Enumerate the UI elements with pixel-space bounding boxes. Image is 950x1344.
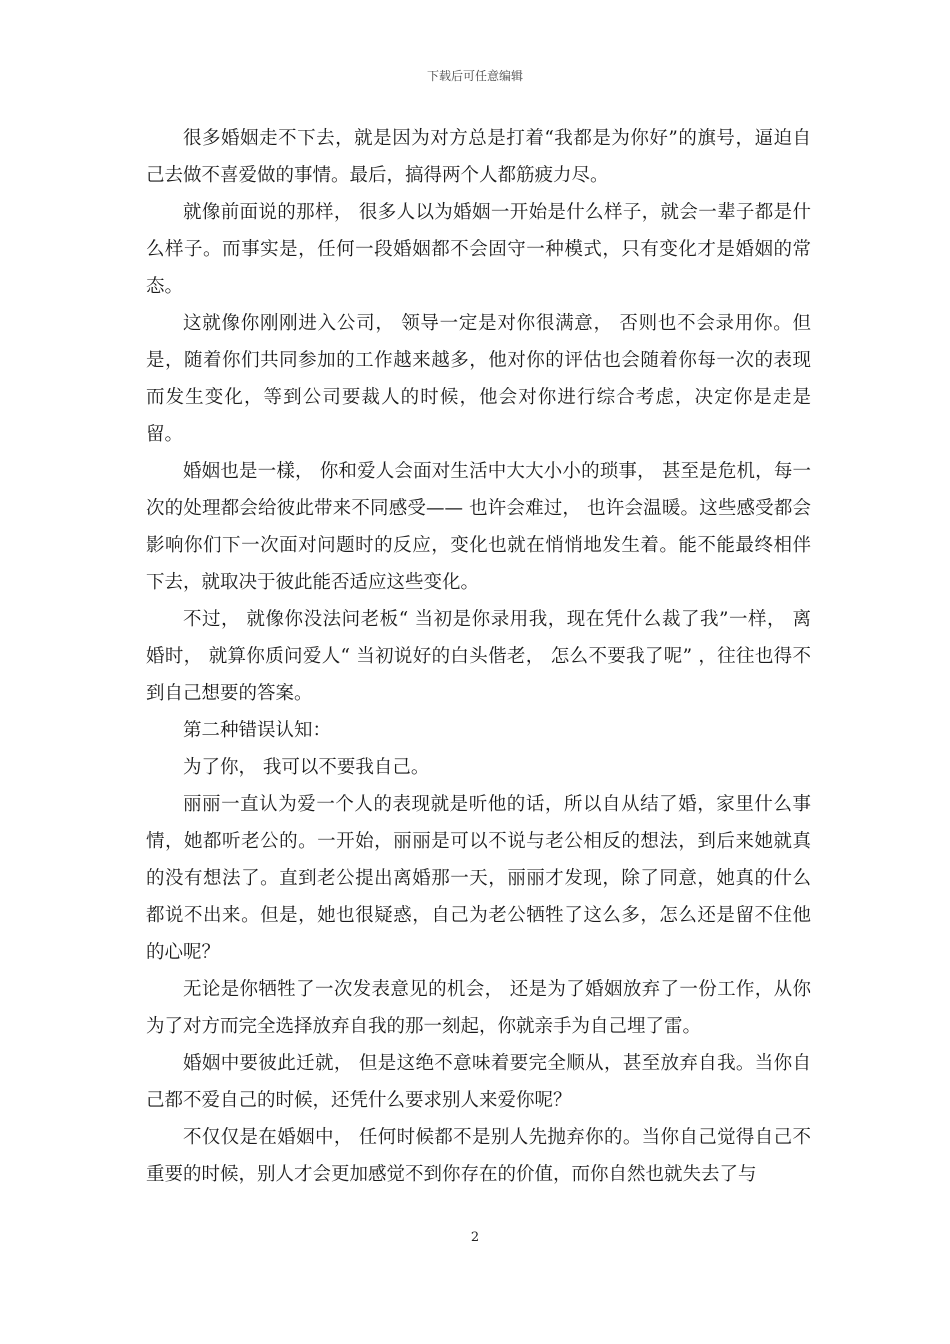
paragraph: 就像前面说的那样， 很多人以为婚姻一开始是什么样子，就会一辈子都是什么样子。而事实是，任何一段婚姻都不会固守一种模式，只有变化才是婚姻的常态。 [146,202,811,297]
paragraph: 丽丽一直认为爱一个人的表现就是听他的话，所以自从结了婚，家里什么事情，她都听老公的。一开始，丽丽是可以不说与老公相反的想法，到后来她就真的没有想法了。直到老公提出离婚那一天，丽丽才发现，除了同意，她真的什么都说不出来。但是，她也很疑惑，自己为老公牺牲了这么多，怎么还是留不住他的心呢？ [146,794,811,963]
section-heading: 第二种错误认知： [183,720,332,741]
paragraph: 不过， 就像你没法问老板“ 当初是你录用我，现在凭什么裁了我”一样， 离婚时， 就算你质问爱人“ 当初说好的白头偕老， 怎么不要我了呢” ，往往也得不到自己想要的答案。 [146,609,811,704]
page-header-note: 下载后可任意编辑 [426,69,523,83]
document-body [146,120,811,1193]
paragraph: 无论是你牺牲了一次发表意见的机会， 还是为了婚姻放弃了一份工作，从你为了对方而完全选择放弃自我的那一刻起，你就亲手为自己埋了雷。 [146,979,811,1037]
paragraph: 很多婚姻走不下去，就是因为对方总是打着“我都是为你好”的旗号，逼迫自己去做不喜爱做的事情。最后，搞得两个人都筋疲力尽。 [146,128,811,186]
paragraph: 不仅仅是在婚姻中， 任何时候都不是别人先抛弃你的。当你自己觉得自己不重要的时候，别人才会更加感觉不到你存在的价值，而你自然也就失去了与 [146,1127,811,1185]
section-subheading: 为了你， 我可以不要我自己。 [183,757,430,778]
paragraph: 婚姻也是一樣， 你和爱人会面对生活中大大小小的琐事， 甚至是危机，每一次的处理都会给彼此带来不同感受—— 也许会难过， 也许会温暖。这些感受都会影响你们下一次面对问题时的反应，变化也就在悄悄地发生着。能不能最终相伴下去，就取决于彼此能否适应这些变化。 [146,461,811,593]
page-number: 2 [470,1230,480,1245]
paragraph: 婚姻中要彼此迁就， 但是这绝不意味着要完全顺从，甚至放弃自我。当你自己都不爱自己的时候，还凭什么要求别人来爱你呢？ [146,1053,811,1111]
paragraph: 这就像你刚刚进入公司， 领导一定是对你很满意， 否则也不会录用你。但是，随着你们共同参加的工作越来越多，他对你的评估也会随着你每一次的表现而发生变化，等到公司要裁人的时候，他会对你进行综合考虑，决定你是走是留。 [146,313,811,445]
